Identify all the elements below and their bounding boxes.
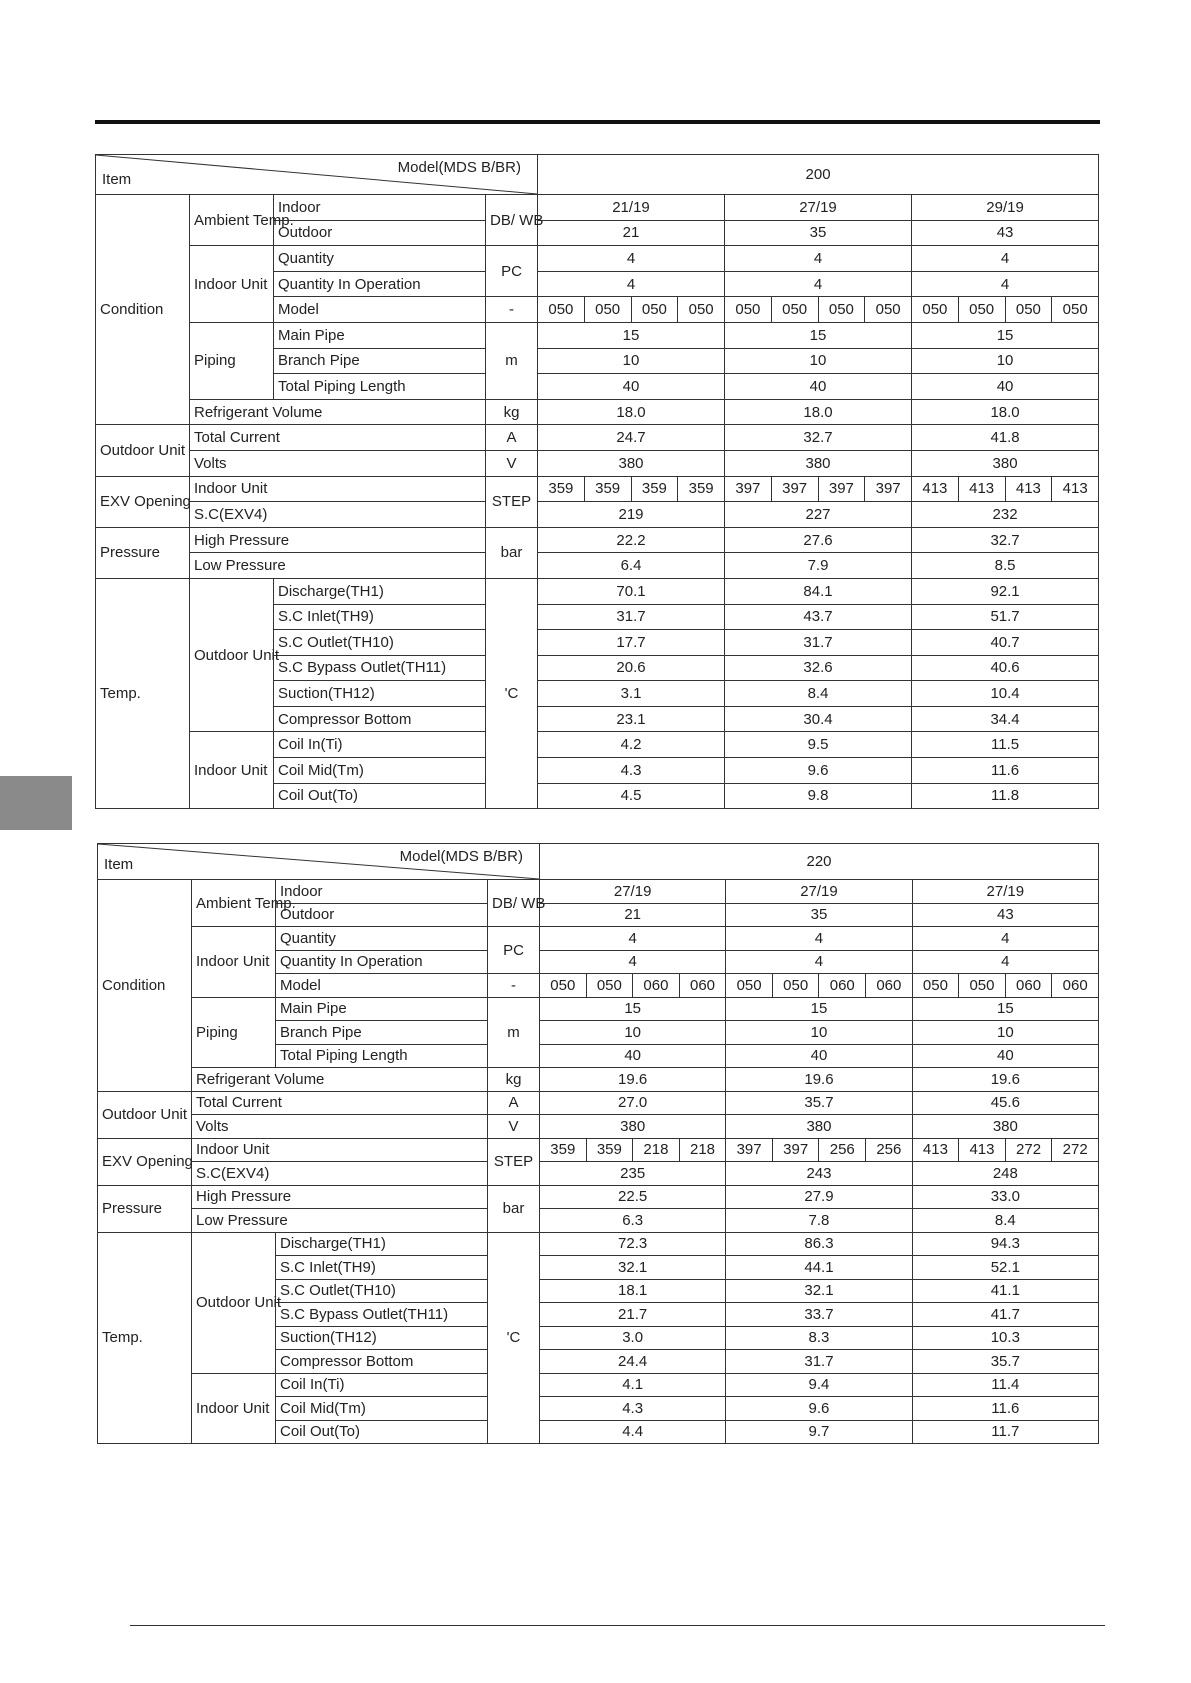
value-cell: 11.8 — [912, 783, 1099, 809]
exv-cell: 256 — [866, 1138, 913, 1162]
value-cell: 94.3 — [912, 1232, 1098, 1256]
unit-pc: PC — [486, 246, 538, 297]
row-label: Refrigerant Volume — [190, 399, 486, 425]
exv-cell: 218 — [633, 1138, 680, 1162]
row-label: Total Piping Length — [274, 374, 486, 400]
value-cell: 4 — [725, 246, 912, 272]
value-cell: 10.3 — [912, 1326, 1098, 1350]
model-cell: 050 — [959, 974, 1006, 998]
value-cell: 41.1 — [912, 1279, 1098, 1303]
value-cell: 10 — [912, 348, 1099, 374]
row-label: Compressor Bottom — [274, 706, 486, 732]
value-cell: 9.7 — [726, 1420, 912, 1444]
exv-cell: 359 — [631, 476, 678, 502]
value-cell: 40 — [912, 1044, 1098, 1068]
value-cell: 8.5 — [912, 553, 1099, 579]
model-cell: 050 — [1052, 297, 1099, 323]
value-cell: 18.0 — [725, 399, 912, 425]
value-cell: 18.0 — [538, 399, 725, 425]
value-cell: 30.4 — [725, 706, 912, 732]
model-cell: 050 — [631, 297, 678, 323]
value-cell: 15 — [540, 997, 726, 1021]
row-label: High Pressure — [192, 1185, 488, 1209]
section-piping: Piping — [190, 322, 274, 399]
value-cell: 27/19 — [726, 880, 912, 904]
value-cell: 18.0 — [912, 399, 1099, 425]
value-cell: 10 — [912, 1021, 1098, 1045]
value-cell: 27.0 — [540, 1091, 726, 1115]
value-cell: 34.4 — [912, 706, 1099, 732]
value-cell: 6.3 — [540, 1209, 726, 1233]
value-cell: 4 — [725, 271, 912, 297]
row-label: Compressor Bottom — [276, 1350, 488, 1374]
value-cell: 4 — [912, 950, 1098, 974]
value-cell: 7.9 — [725, 553, 912, 579]
row-label: Total Current — [192, 1091, 488, 1115]
unit-pc: PC — [488, 927, 540, 974]
section-ambient-temp: Ambient Temp. — [192, 880, 276, 927]
unit-a: A — [486, 425, 538, 451]
value-cell: 18.1 — [540, 1279, 726, 1303]
top-rule — [95, 120, 1100, 124]
value-cell: 43.7 — [725, 604, 912, 630]
row-label: Indoor Unit — [192, 1138, 488, 1162]
value-cell: 8.4 — [725, 681, 912, 707]
section-pressure: Pressure — [98, 1185, 192, 1232]
value-cell: 9.4 — [726, 1373, 912, 1397]
exv-cell: 359 — [584, 476, 631, 502]
exv-cell: 397 — [771, 476, 818, 502]
value-cell: 4.4 — [540, 1420, 726, 1444]
exv-cell: 359 — [538, 476, 585, 502]
value-cell: 45.6 — [912, 1091, 1098, 1115]
model-label: Model(MDS B/BR) — [399, 848, 523, 865]
section-indoor-unit: Indoor Unit — [192, 927, 276, 998]
row-label: S.C Outlet(TH10) — [276, 1279, 488, 1303]
unit-dash: - — [488, 974, 540, 998]
value-cell: 15 — [912, 997, 1098, 1021]
model-cell: 050 — [912, 297, 959, 323]
model-cell: 050 — [538, 297, 585, 323]
value-cell: 22.5 — [540, 1185, 726, 1209]
model-cell: 050 — [865, 297, 912, 323]
value-cell: 380 — [540, 1115, 726, 1139]
value-cell: 51.7 — [912, 604, 1099, 630]
value-cell: 3.1 — [538, 681, 725, 707]
value-cell: 10 — [540, 1021, 726, 1045]
value-cell: 4 — [540, 950, 726, 974]
row-label: Low Pressure — [192, 1209, 488, 1233]
value-cell: 33.7 — [726, 1303, 912, 1327]
value-cell: 21 — [540, 903, 726, 927]
row-label: Suction(TH12) — [276, 1326, 488, 1350]
value-cell: 15 — [912, 322, 1099, 348]
value-cell: 10 — [725, 348, 912, 374]
value-cell: 4.3 — [540, 1397, 726, 1421]
value-cell: 41.7 — [912, 1303, 1098, 1327]
row-label: Coil Out(To) — [276, 1420, 488, 1444]
value-cell: 4 — [538, 246, 725, 272]
row-label: Volts — [192, 1115, 488, 1139]
value-cell: 27/19 — [540, 880, 726, 904]
value-cell: 21.7 — [540, 1303, 726, 1327]
value-cell: 8.4 — [912, 1209, 1098, 1233]
value-cell: 70.1 — [538, 578, 725, 604]
row-label: Quantity In Operation — [276, 950, 488, 974]
row-label: Main Pipe — [276, 997, 488, 1021]
row-label: Model — [274, 297, 486, 323]
value-cell: 20.6 — [538, 655, 725, 681]
value-cell: 31.7 — [726, 1350, 912, 1374]
row-label: S.C(EXV4) — [192, 1162, 488, 1186]
row-label: Quantity In Operation — [274, 271, 486, 297]
exv-cell: 397 — [772, 1138, 819, 1162]
exv-cell: 359 — [678, 476, 725, 502]
value-cell: 19.6 — [912, 1068, 1098, 1092]
value-cell: 4.5 — [538, 783, 725, 809]
value-cell: 380 — [912, 450, 1099, 476]
value-cell: 243 — [726, 1162, 912, 1186]
row-label: Total Piping Length — [276, 1044, 488, 1068]
row-label: S.C(EXV4) — [190, 502, 486, 528]
value-cell: 41.8 — [912, 425, 1099, 451]
row-label: Suction(TH12) — [274, 681, 486, 707]
bottom-rule — [130, 1625, 1105, 1626]
section-pressure: Pressure — [96, 527, 190, 578]
model-cell: 060 — [679, 974, 726, 998]
value-cell: 31.7 — [725, 630, 912, 656]
section-condition: Condition — [98, 880, 192, 1092]
section-temp-outdoor-unit: Outdoor Unit — [190, 578, 274, 732]
row-label: Coil Mid(Tm) — [276, 1397, 488, 1421]
exv-cell: 397 — [818, 476, 865, 502]
value-cell: 24.4 — [540, 1350, 726, 1374]
value-cell: 3.0 — [540, 1326, 726, 1350]
value-cell: 29/19 — [912, 195, 1099, 221]
model-cell: 050 — [772, 974, 819, 998]
value-cell: 21 — [538, 220, 725, 246]
value-cell: 11.7 — [912, 1420, 1098, 1444]
value-cell: 40.7 — [912, 630, 1099, 656]
unit-a: A — [488, 1091, 540, 1115]
value-cell: 235 — [540, 1162, 726, 1186]
model-cell: 050 — [586, 974, 633, 998]
exv-cell: 359 — [540, 1138, 587, 1162]
model-cell: 050 — [912, 974, 959, 998]
value-cell: 19.6 — [540, 1068, 726, 1092]
section-indoor-unit: Indoor Unit — [190, 246, 274, 323]
unit-celsius: 'C — [486, 578, 538, 808]
section-exv-opening: EXV Opening — [98, 1138, 192, 1185]
model-cell: 050 — [1005, 297, 1052, 323]
value-cell: 380 — [725, 450, 912, 476]
value-cell: 40 — [912, 374, 1099, 400]
row-label: S.C Bypass Outlet(TH11) — [276, 1303, 488, 1327]
value-cell: 43 — [912, 220, 1099, 246]
value-cell: 27/19 — [912, 880, 1098, 904]
model-cell: 050 — [540, 974, 587, 998]
exv-cell: 413 — [1052, 476, 1099, 502]
value-cell: 40 — [540, 1044, 726, 1068]
unit-kg: kg — [486, 399, 538, 425]
exv-cell: 359 — [586, 1138, 633, 1162]
exv-cell: 413 — [912, 1138, 959, 1162]
value-cell: 44.1 — [726, 1256, 912, 1280]
row-label: Quantity — [276, 927, 488, 951]
spec-table-220 — [97, 843, 1099, 1444]
row-label: Coil In(Ti) — [274, 732, 486, 758]
row-label: Main Pipe — [274, 322, 486, 348]
exv-cell: 413 — [959, 1138, 1006, 1162]
value-cell: 4 — [912, 246, 1099, 272]
value-cell: 27.9 — [726, 1185, 912, 1209]
value-cell: 4 — [726, 950, 912, 974]
value-cell: 10 — [726, 1021, 912, 1045]
model-cell: 060 — [633, 974, 680, 998]
row-label: S.C Outlet(TH10) — [274, 630, 486, 656]
value-cell: 35.7 — [726, 1091, 912, 1115]
model-cell: 050 — [725, 297, 772, 323]
row-label: Outdoor — [276, 903, 488, 927]
value-cell: 72.3 — [540, 1232, 726, 1256]
model-label: Model(MDS B/BR) — [397, 159, 521, 176]
exv-cell: 272 — [1052, 1138, 1099, 1162]
row-label: Branch Pipe — [274, 348, 486, 374]
value-cell: 27.6 — [725, 527, 912, 553]
row-label: Discharge(TH1) — [276, 1232, 488, 1256]
value-cell: 4 — [912, 271, 1099, 297]
value-cell: 40.6 — [912, 655, 1099, 681]
value-cell: 84.1 — [725, 578, 912, 604]
value-cell: 27/19 — [725, 195, 912, 221]
value-cell: 11.5 — [912, 732, 1099, 758]
exv-cell: 397 — [725, 476, 772, 502]
value-cell: 4.3 — [538, 758, 725, 784]
value-cell: 6.4 — [538, 553, 725, 579]
section-exv-opening: EXV Opening — [96, 476, 190, 527]
model-cell: 060 — [866, 974, 913, 998]
exv-cell: 397 — [726, 1138, 773, 1162]
row-label: Model — [276, 974, 488, 998]
unit-bar: bar — [488, 1185, 540, 1232]
section-condition: Condition — [96, 195, 190, 425]
section-piping: Piping — [192, 997, 276, 1068]
value-cell: 4.1 — [540, 1373, 726, 1397]
value-cell: 22.2 — [538, 527, 725, 553]
exv-cell: 413 — [1005, 476, 1052, 502]
value-cell: 10.4 — [912, 681, 1099, 707]
value-cell: 232 — [912, 502, 1099, 528]
value-cell: 9.6 — [725, 758, 912, 784]
exv-cell: 218 — [679, 1138, 726, 1162]
value-cell: 380 — [912, 1115, 1098, 1139]
value-cell: 43 — [912, 903, 1098, 927]
section-temp: Temp. — [98, 1232, 192, 1444]
row-label: S.C Bypass Outlet(TH11) — [274, 655, 486, 681]
row-label: Indoor — [276, 880, 488, 904]
unit-dash: - — [486, 297, 538, 323]
model-cell: 050 — [726, 974, 773, 998]
model-cell: 050 — [584, 297, 631, 323]
value-cell: 11.6 — [912, 758, 1099, 784]
value-cell: 15 — [726, 997, 912, 1021]
value-cell: 32.7 — [912, 527, 1099, 553]
value-cell: 4.2 — [538, 732, 725, 758]
value-cell: 7.8 — [726, 1209, 912, 1233]
value-cell: 10 — [538, 348, 725, 374]
exv-cell: 413 — [958, 476, 1005, 502]
value-cell: 15 — [725, 322, 912, 348]
row-label: Discharge(TH1) — [274, 578, 486, 604]
value-cell: 21/19 — [538, 195, 725, 221]
item-label: Item — [104, 856, 134, 873]
exv-cell: 256 — [819, 1138, 866, 1162]
value-cell: 35.7 — [912, 1350, 1098, 1374]
unit-dbwb: DB/ WB — [486, 195, 538, 246]
row-label: Refrigerant Volume — [192, 1068, 488, 1092]
model-value: 220 — [540, 844, 1099, 880]
unit-m: m — [486, 322, 538, 399]
row-label: Low Pressure — [190, 553, 486, 579]
value-cell: 4 — [912, 927, 1098, 951]
model-value: 200 — [538, 155, 1099, 195]
row-label: Coil Out(To) — [274, 783, 486, 809]
value-cell: 33.0 — [912, 1185, 1098, 1209]
value-cell: 9.6 — [726, 1397, 912, 1421]
section-temp-indoor-unit: Indoor Unit — [192, 1373, 276, 1444]
exv-cell: 397 — [865, 476, 912, 502]
value-cell: 40 — [726, 1044, 912, 1068]
value-cell: 31.7 — [538, 604, 725, 630]
value-cell: 24.7 — [538, 425, 725, 451]
header-cell — [98, 844, 540, 880]
row-label: Coil Mid(Tm) — [274, 758, 486, 784]
unit-step: STEP — [488, 1138, 540, 1185]
section-temp-indoor-unit: Indoor Unit — [190, 732, 274, 809]
value-cell: 23.1 — [538, 706, 725, 732]
value-cell: 8.3 — [726, 1326, 912, 1350]
value-cell: 248 — [912, 1162, 1098, 1186]
unit-dbwb: DB/ WB — [488, 880, 540, 927]
value-cell: 227 — [725, 502, 912, 528]
spec-table-200 — [95, 154, 1099, 809]
row-label: High Pressure — [190, 527, 486, 553]
row-label: Coil In(Ti) — [276, 1373, 488, 1397]
model-cell: 050 — [678, 297, 725, 323]
value-cell: 92.1 — [912, 578, 1099, 604]
value-cell: 11.4 — [912, 1373, 1098, 1397]
value-cell: 380 — [538, 450, 725, 476]
section-ambient-temp: Ambient Temp. — [190, 195, 274, 246]
side-tab — [0, 776, 72, 830]
model-cell: 060 — [1052, 974, 1099, 998]
value-cell: 86.3 — [726, 1232, 912, 1256]
value-cell: 32.7 — [725, 425, 912, 451]
unit-celsius: 'C — [488, 1232, 540, 1444]
value-cell: 19.6 — [726, 1068, 912, 1092]
model-cell: 050 — [958, 297, 1005, 323]
value-cell: 52.1 — [912, 1256, 1098, 1280]
model-cell: 050 — [818, 297, 865, 323]
unit-step: STEP — [486, 476, 538, 527]
value-cell: 4 — [538, 271, 725, 297]
unit-bar: bar — [486, 527, 538, 578]
value-cell: 17.7 — [538, 630, 725, 656]
value-cell: 4 — [540, 927, 726, 951]
unit-kg: kg — [488, 1068, 540, 1092]
row-label: Volts — [190, 450, 486, 476]
row-label: S.C Inlet(TH9) — [276, 1256, 488, 1280]
value-cell: 32.6 — [725, 655, 912, 681]
value-cell: 9.8 — [725, 783, 912, 809]
item-label: Item — [102, 171, 132, 188]
section-outdoor-unit: Outdoor Unit — [96, 425, 190, 476]
row-label: S.C Inlet(TH9) — [274, 604, 486, 630]
section-outdoor-unit: Outdoor Unit — [98, 1091, 192, 1138]
row-label: Indoor — [274, 195, 486, 221]
section-temp: Temp. — [96, 578, 190, 808]
unit-m: m — [488, 997, 540, 1068]
exv-cell: 272 — [1005, 1138, 1052, 1162]
exv-cell: 413 — [912, 476, 959, 502]
value-cell: 380 — [726, 1115, 912, 1139]
model-cell: 050 — [771, 297, 818, 323]
value-cell: 9.5 — [725, 732, 912, 758]
value-cell: 4 — [726, 927, 912, 951]
row-label: Quantity — [274, 246, 486, 272]
value-cell: 219 — [538, 502, 725, 528]
row-label: Branch Pipe — [276, 1021, 488, 1045]
value-cell: 35 — [726, 903, 912, 927]
row-label: Total Current — [190, 425, 486, 451]
model-cell: 060 — [819, 974, 866, 998]
value-cell: 32.1 — [726, 1279, 912, 1303]
unit-v: V — [488, 1115, 540, 1139]
row-label: Outdoor — [274, 220, 486, 246]
value-cell: 15 — [538, 322, 725, 348]
value-cell: 32.1 — [540, 1256, 726, 1280]
model-cell: 060 — [1005, 974, 1052, 998]
unit-v: V — [486, 450, 538, 476]
value-cell: 40 — [725, 374, 912, 400]
row-label: Indoor Unit — [190, 476, 486, 502]
value-cell: 11.6 — [912, 1397, 1098, 1421]
value-cell: 40 — [538, 374, 725, 400]
value-cell: 35 — [725, 220, 912, 246]
section-temp-outdoor-unit: Outdoor Unit — [192, 1232, 276, 1373]
header-cell — [96, 155, 538, 195]
